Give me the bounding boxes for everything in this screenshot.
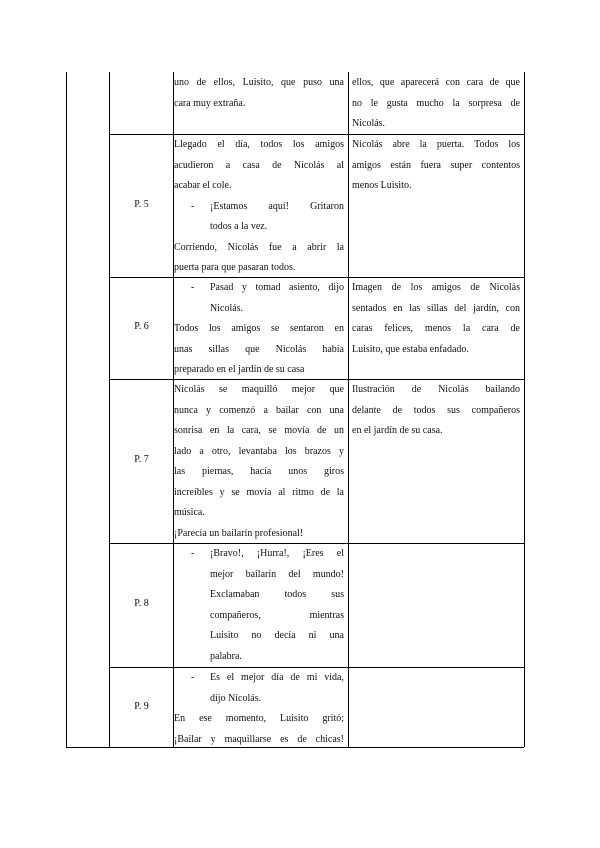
column-divider [109, 72, 110, 747]
illustration-cell [352, 278, 520, 360]
text-line [174, 544, 344, 565]
text-line [352, 73, 520, 94]
text-line [352, 114, 520, 135]
text-line [174, 668, 344, 689]
text-line [174, 503, 344, 524]
text-content: caras felices, menos la cara de [352, 323, 520, 334]
story-text-cell [174, 380, 344, 544]
text-content: preparado en el jardín de su casa [174, 364, 305, 375]
text-content: compañeros, mientras [210, 609, 344, 621]
page-number: P. 6 [134, 321, 149, 332]
text-line [174, 94, 344, 115]
text-content: mejor bailarín del mundo! [210, 568, 344, 580]
text-line [174, 340, 344, 361]
text-content: puerta para que pasaran todos. [174, 262, 296, 273]
text-line [174, 360, 344, 381]
text-line [174, 462, 344, 483]
storyboard-table [66, 72, 524, 748]
text-content: uno de ellos, Luisito, que puso una [174, 77, 344, 88]
text-line [174, 156, 344, 177]
text-line [174, 401, 344, 422]
story-text-cell [174, 135, 344, 279]
text-line [174, 483, 344, 504]
text-line [174, 585, 344, 606]
text-content: ¡Estamos aquí! Gritaron [210, 200, 344, 212]
text-content: increíbles y se movía al ritmo de la [174, 486, 344, 498]
text-line [174, 606, 344, 627]
text-content: lado a otro, levantaba los brazos y [174, 445, 344, 457]
story-text-cell [174, 278, 344, 381]
text-line [174, 299, 344, 320]
text-content: ¡Parecía un bailarín profesional! [174, 527, 304, 539]
dash-bullet: - [191, 200, 195, 212]
text-content: dijo Nicolás. [210, 692, 262, 704]
text-content: no le gusta mucho la sorpresa de [352, 97, 520, 109]
text-line [174, 319, 344, 340]
text-line [352, 299, 520, 320]
page-number: P. 9 [134, 700, 149, 712]
text-line [352, 421, 520, 442]
page-number: P. 7 [134, 454, 149, 465]
text-line [174, 258, 344, 279]
text-line [174, 135, 344, 156]
text-content: nunca y comenzó a bailar con una [174, 404, 344, 416]
story-text-cell [174, 668, 344, 750]
text-content: palabra. [210, 650, 242, 662]
illustration-cell [352, 380, 520, 442]
text-content: delante de todos sus compañeros [352, 404, 520, 416]
text-content: acudieron a casa de Nicolás al [174, 159, 344, 171]
text-content: Luisito, que estaba enfadado. [352, 343, 469, 355]
text-content: sentados en las sillas del jardín, con [352, 302, 520, 314]
dash-bullet: - [191, 548, 195, 559]
text-line [174, 73, 344, 94]
page-number: P. 8 [134, 598, 149, 609]
text-content: en el jardín de su casa. [352, 425, 443, 436]
text-line [352, 278, 520, 299]
text-line [174, 278, 344, 299]
text-line [352, 401, 520, 422]
text-line [352, 94, 520, 115]
text-content: Nicolás se maquilló mejor que [174, 384, 344, 395]
text-line [352, 135, 520, 156]
text-line [174, 709, 344, 730]
dash-bullet: - [191, 672, 195, 683]
text-content: menos Luisito. [352, 180, 412, 191]
text-line [174, 647, 344, 668]
text-line [174, 238, 344, 259]
column-divider [524, 72, 525, 747]
text-content: Nicolás abre la puerta. Todos los [352, 139, 520, 150]
page-number: P. 5 [134, 198, 149, 210]
text-content: unas sillas que Nicolás había [174, 343, 344, 355]
text-line [352, 340, 520, 361]
illustration-cell [352, 73, 520, 135]
text-content: amigos están fuera super contentos [352, 159, 520, 171]
text-line [174, 524, 344, 545]
text-content: Imagen de los amigos de Nicolás [352, 282, 520, 293]
story-text-cell [174, 73, 344, 114]
text-content: Ilustración de Nicolás bailando [352, 384, 520, 395]
text-content: Todos los amigos se sentaron en [174, 323, 344, 334]
text-line [174, 565, 344, 586]
text-line [174, 197, 344, 218]
text-line [174, 176, 344, 197]
illustration-cell [352, 135, 520, 197]
text-content: cara muy extraña. [174, 97, 246, 109]
text-content: todos a la vez. [210, 221, 268, 232]
text-line [174, 442, 344, 463]
text-content: acabar el cole. [174, 180, 232, 191]
text-line [352, 176, 520, 197]
text-content: ellos, que aparecerá con cara de que [352, 77, 520, 88]
dash-bullet: - [191, 282, 195, 293]
column-divider [348, 72, 349, 747]
text-line [352, 380, 520, 401]
text-line [352, 156, 520, 177]
text-line [174, 380, 344, 401]
text-content: ¡Bravo!, ¡Hurra!, ¡Eres el [210, 548, 344, 559]
text-line [174, 730, 344, 751]
text-content: Pasad y tomad asiento, dijo [210, 282, 344, 293]
text-line [174, 217, 344, 238]
text-line [174, 421, 344, 442]
text-content: Nicolás. [210, 302, 244, 314]
text-content: Llegado el día, todos los amigos [174, 139, 344, 150]
text-content: sonrisa en la cara, se movía de un [174, 425, 344, 436]
text-content: Nicolás. [352, 118, 386, 129]
text-content: ¡Bailar y maquillarse es de chicas! [174, 733, 344, 745]
text-line [174, 626, 344, 647]
text-content: Corriendo, Nicolás fue a abrir la [174, 241, 344, 253]
text-content: Luisito no decía ni una [210, 630, 344, 641]
text-content: las piernas, hacía unos giros [174, 466, 344, 477]
text-line [174, 689, 344, 710]
text-content: Exclamaban todos sus [210, 589, 344, 600]
text-line [352, 319, 520, 340]
text-content: música. [174, 507, 205, 518]
story-text-cell [174, 544, 344, 667]
text-content: Es el mejor día de mi vida, [210, 672, 344, 683]
text-content: En ese momento, Luisito gritó; [174, 713, 344, 724]
